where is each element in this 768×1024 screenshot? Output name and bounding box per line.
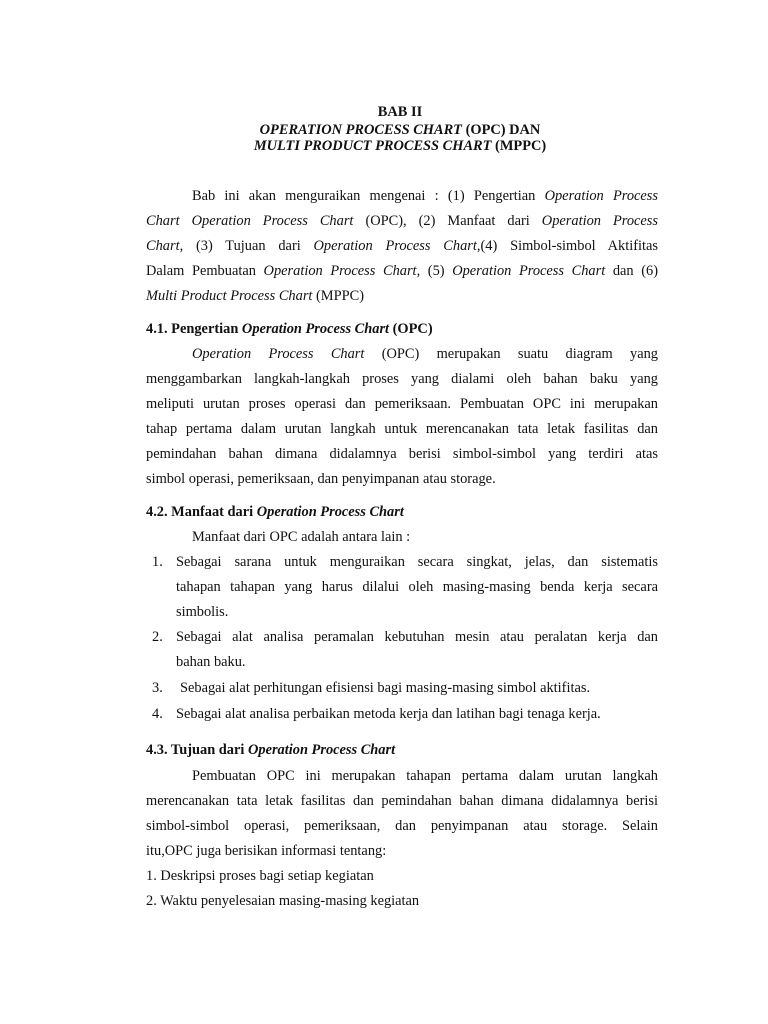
section-4-3-point-1: 1. Deskripsi proses bagi setiap kegiatan: [146, 868, 374, 884]
chapter-title-line2: MULTI PRODUCT PROCESS CHART (MPPC): [253, 138, 547, 154]
section-4-1-line-5: pemindahan bahan dimana didalamnya berisi simbol-simbol yang terdiri atas: [146, 446, 658, 462]
section-4-3-line-4: itu,OPC juga berisikan informasi tentang:: [146, 843, 387, 859]
section-4-2-intro: Manfaat dari OPC adalah antara lain :: [192, 529, 411, 545]
list-number: 1.: [152, 554, 163, 570]
section-4-1-line-4: tahap pertama dalam urutan langkah untuk merencanakan tata letak fasilitas dan: [146, 421, 658, 437]
list-item-3-line-1: Sebagai alat perhitungan efisiensi bagi masing-masing simbol aktifitas.: [180, 680, 591, 696]
list-item-1-line-3: simbolis.: [176, 604, 229, 620]
section-4-1-line-1: Operation Process Chart (OPC) merupakan suatu diagram yang: [192, 346, 658, 362]
section-4-3-line-1: Pembuatan OPC ini merupakan tahapan pertama dalam urutan langkah: [192, 768, 658, 784]
section-4-3-point-2: 2. Waktu penyelesaian masing-masing kegiatan: [146, 893, 420, 909]
intro-line-2: Chart Operation Process Chart (OPC), (2) Manfaat dari Operation Process: [146, 213, 658, 229]
section-4-3-line-2: merencanakan tata letak fasilitas dan pemindahan bahan dimana didalamnya berisi: [146, 793, 658, 809]
intro-line-4: Dalam Pembuatan Operation Process Chart, (5) Operation Process Chart dan (6): [146, 263, 658, 279]
chapter-label: BAB II: [377, 104, 423, 120]
list-item-1-line-2: tahapan tahapan yang harus dilalui oleh masing-masing benda kerja secara: [176, 579, 658, 595]
list-item-2-line-1: Sebagai alat analisa peramalan kebutuhan mesin atau peralatan kerja dan: [176, 629, 658, 645]
intro-line-1: Bab ini akan menguraikan mengenai : (1) Pengertian Operation Process: [192, 188, 658, 204]
section-4-3-line-3: simbol-simbol operasi, pemeriksaan, dan penyimpanan atau storage. Selain: [146, 818, 658, 834]
chapter-title-line1: OPERATION PROCESS CHART (OPC) DAN: [259, 122, 541, 138]
list-number: 2.: [152, 629, 163, 645]
section-4-1-line-6: simbol operasi, pemeriksaan, dan penyimpanan atau storage.: [146, 471, 496, 487]
section-4-3-heading: 4.3. Tujuan dari Operation Process Chart: [146, 742, 396, 758]
list-number: 4.: [152, 706, 163, 722]
list-number: 3.: [152, 680, 163, 696]
section-4-1-heading: 4.1. Pengertian Operation Process Chart (OPC): [146, 321, 433, 337]
section-4-2-heading: 4.2. Manfaat dari Operation Process Chart: [146, 504, 404, 520]
section-4-1-line-3: meliputi urutan proses operasi dan pemeriksaan. Pembuatan OPC ini merupakan: [146, 396, 658, 412]
list-item-1-line-1: Sebagai sarana untuk menguraikan secara singkat, jelas, dan sistematis: [176, 554, 658, 570]
intro-line-5: Multi Product Process Chart (MPPC): [146, 288, 365, 304]
list-item-2-line-2: bahan baku.: [176, 654, 246, 670]
list-item-4-line-1: Sebagai alat analisa perbaikan metoda kerja dan latihan bagi tenaga kerja.: [176, 706, 601, 722]
intro-line-3: Chart, (3) Tujuan dari Operation Process Chart,(4) Simbol-simbol Aktifitas: [146, 238, 658, 254]
section-4-1-line-2: menggambarkan langkah-langkah proses yang dialami oleh bahan baku yang: [146, 371, 658, 387]
